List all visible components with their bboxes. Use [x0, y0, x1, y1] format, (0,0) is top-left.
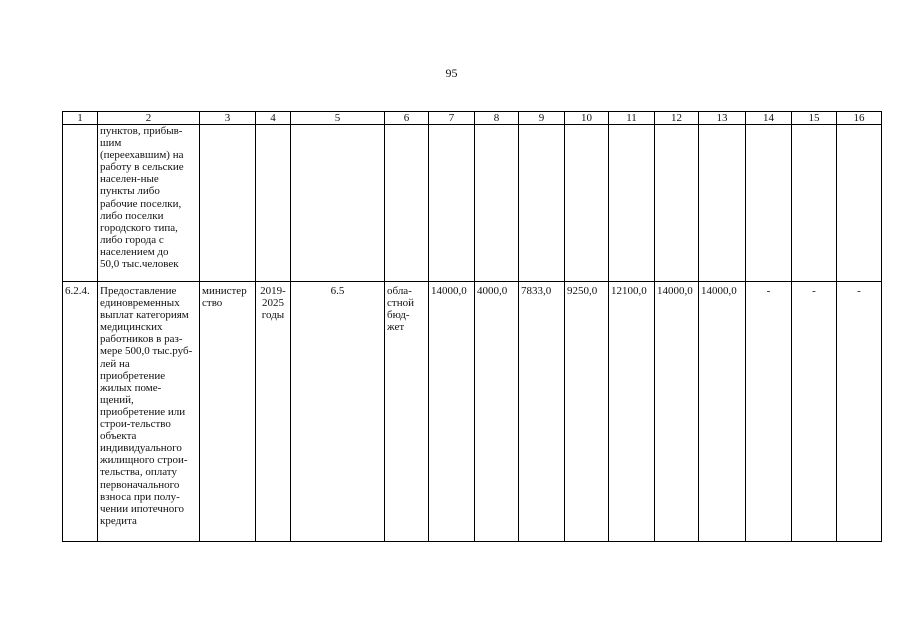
header-cell: 2 [98, 112, 200, 125]
value-cell: 14000,0 [655, 282, 699, 542]
header-cell: 14 [746, 112, 792, 125]
row-number-cell [63, 125, 98, 282]
value-cell: - [792, 282, 837, 542]
source-cell: обла- стной бюд- жет [385, 282, 429, 542]
value-cell: - [837, 282, 882, 542]
indicator-cell [291, 125, 385, 282]
value-cell: - [746, 282, 792, 542]
value-cell: 7833,0 [519, 282, 565, 542]
value-cell: 4000,0 [475, 282, 519, 542]
value-cell [746, 125, 792, 282]
period-cell [256, 125, 291, 282]
value-cell: 9250,0 [565, 282, 609, 542]
description-cell: пунктов, прибыв- шим (переехавшим) на работу в сельские населен-ные пункты либо рабочие поселки, либо поселки городского типа, либо города с населением до 50,0 тыс.человек [98, 125, 200, 282]
header-cell: 16 [837, 112, 882, 125]
header-cell: 1 [63, 112, 98, 125]
value-cell [475, 125, 519, 282]
header-cell: 6 [385, 112, 429, 125]
header-cell: 13 [699, 112, 746, 125]
period-cell: 2019- 2025 годы [256, 282, 291, 542]
header-cell: 8 [475, 112, 519, 125]
header-cell: 10 [565, 112, 609, 125]
header-cell: 3 [200, 112, 256, 125]
value-cell: 14000,0 [699, 282, 746, 542]
value-cell [429, 125, 475, 282]
description-cell: Предоставление единовременных выплат категориям медицинских работников в раз- мере 500,0 тыс.руб- лей на приобретение жилых поме- щений, приобретение или строи-тельство объекта индивидуального жилищного строи- тельства, оплату первоначального взноса при полу- чении ипотечного кредита [98, 282, 200, 542]
value-cell [792, 125, 837, 282]
header-cell: 15 [792, 112, 837, 125]
program-table [62, 111, 882, 542]
indicator-cell: 6.5 [291, 282, 385, 542]
executor-cell [200, 125, 256, 282]
value-cell [609, 125, 655, 282]
value-cell [519, 125, 565, 282]
executor-cell: министер ство [200, 282, 256, 542]
header-cell: 11 [609, 112, 655, 125]
table-row-continuation [63, 125, 882, 282]
value-cell: 12100,0 [609, 282, 655, 542]
value-cell: 14000,0 [429, 282, 475, 542]
header-cell: 7 [429, 112, 475, 125]
table-row-6-2-4 [63, 282, 882, 542]
header-cell: 5 [291, 112, 385, 125]
header-row [63, 112, 882, 125]
value-cell [699, 125, 746, 282]
source-cell [385, 125, 429, 282]
value-cell [655, 125, 699, 282]
header-cell: 12 [655, 112, 699, 125]
page-number: 95 [445, 66, 458, 80]
value-cell [565, 125, 609, 282]
header-cell: 4 [256, 112, 291, 125]
row-number-cell: 6.2.4. [63, 282, 98, 542]
value-cell [837, 125, 882, 282]
header-cell: 9 [519, 112, 565, 125]
